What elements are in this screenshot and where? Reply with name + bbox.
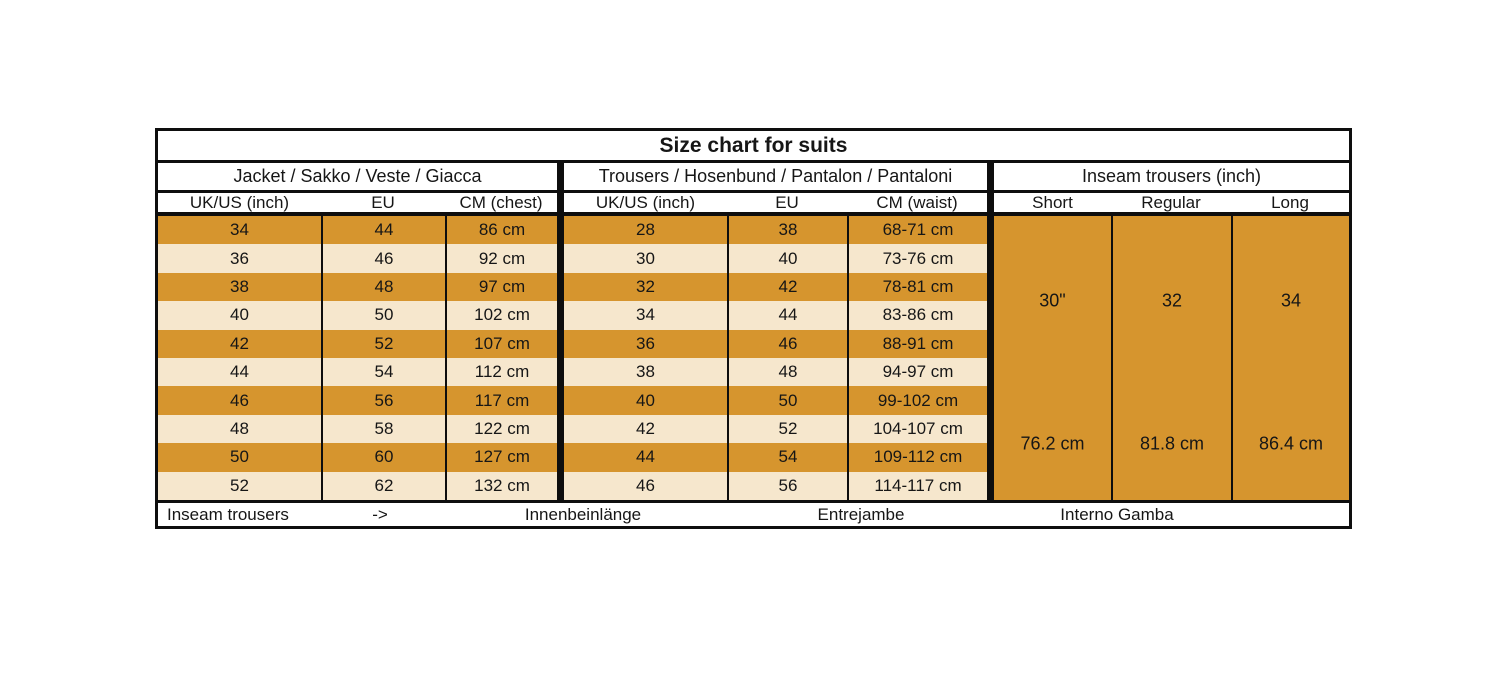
cell: 107 cm (445, 330, 557, 358)
cell: 60 (321, 443, 445, 471)
cell: 127 cm (445, 443, 557, 471)
cell: 50 (727, 386, 847, 414)
cell: 62 (321, 472, 445, 500)
column-header: CM (chest) (459, 192, 543, 212)
cell: 54 (727, 443, 847, 471)
footer-label-inseam: Inseam trousers (167, 504, 289, 524)
section-divider (557, 163, 564, 500)
inseam-cm-value: 86.4 cm (1258, 433, 1324, 454)
table-row (564, 472, 987, 500)
table-row (564, 301, 987, 329)
inseam-cm-value: 81.8 cm (1139, 433, 1205, 454)
cell: 42 (636, 419, 655, 439)
cell: 40 (727, 244, 847, 272)
footer-label-german: Innenbeinlänge (524, 504, 642, 524)
inseam-section (994, 163, 1349, 500)
cell: 48 (230, 419, 249, 439)
jacket-section (158, 163, 557, 500)
table-row (158, 273, 557, 301)
cell: 109-112 cm (847, 443, 987, 471)
cell: 46 (321, 244, 445, 272)
cell: 36 (636, 333, 655, 353)
column-header: Short (1032, 192, 1073, 212)
table-row (158, 443, 557, 471)
column-header: EU (371, 192, 395, 212)
column-header: CM (waist) (876, 192, 958, 212)
cell: 73-76 cm (847, 244, 987, 272)
cell: 30 (636, 248, 655, 268)
cell: 117 cm (445, 386, 557, 414)
inseam-column-long (1231, 216, 1349, 500)
cell: 114-117 cm (847, 472, 987, 500)
cell: 48 (727, 358, 847, 386)
table-row (158, 386, 557, 414)
column-header: UK/US (inch) (189, 192, 290, 212)
cell: 58 (321, 415, 445, 443)
cell: 112 cm (445, 358, 557, 386)
cell: 52 (321, 330, 445, 358)
cell: 38 (230, 277, 249, 297)
trousers-column-headers (564, 193, 987, 216)
cell: 32 (636, 277, 655, 297)
cell: 104-107 cm (847, 415, 987, 443)
cell: 88-91 cm (847, 330, 987, 358)
cell: 99-102 cm (847, 386, 987, 414)
column-header: UK/US (inch) (595, 192, 696, 212)
footer-label-french: Entrejambe (817, 504, 905, 524)
cell: 38 (727, 216, 847, 244)
section-divider (987, 163, 994, 500)
table-row (564, 244, 987, 272)
cell: 42 (230, 333, 249, 353)
cell: 132 cm (445, 472, 557, 500)
table-row (158, 415, 557, 443)
inseam-cm-value: 76.2 cm (1020, 433, 1085, 454)
cell: 34 (230, 220, 249, 240)
footer-legend-row (158, 500, 1349, 526)
cell: 46 (230, 390, 249, 410)
table-row (158, 330, 557, 358)
cell: 52 (230, 475, 249, 495)
cell: 56 (321, 386, 445, 414)
cell: 83-86 cm (847, 301, 987, 329)
cell: 44 (727, 301, 847, 329)
table-row (564, 273, 987, 301)
size-chart-table (155, 128, 1352, 529)
table-row (564, 358, 987, 386)
cell: 42 (727, 273, 847, 301)
cell: 44 (321, 216, 445, 244)
inseam-inch-value: 34 (1280, 290, 1302, 311)
table-row (158, 358, 557, 386)
arrow-icon: -> (372, 504, 388, 524)
inseam-inch-value: 30" (1039, 290, 1066, 311)
table-row (158, 472, 557, 500)
jacket-section-header: Jacket / Sakko / Veste / Giacca (158, 163, 557, 193)
cell: 56 (727, 472, 847, 500)
cell: 44 (636, 447, 655, 467)
footer-label-italian: Interno Gamba (1060, 504, 1174, 524)
cell: 44 (230, 362, 249, 382)
table-title: Size chart for suits (158, 131, 1349, 163)
cell: 54 (321, 358, 445, 386)
trousers-section (564, 163, 987, 500)
inseam-column-short (994, 216, 1111, 500)
cell: 46 (727, 330, 847, 358)
cell: 48 (321, 273, 445, 301)
table-row (564, 415, 987, 443)
cell: 40 (230, 305, 249, 325)
cell: 78-81 cm (847, 273, 987, 301)
cell: 34 (636, 305, 655, 325)
cell: 36 (230, 248, 249, 268)
table-row (158, 244, 557, 272)
cell: 52 (727, 415, 847, 443)
inseam-inch-value: 32 (1161, 290, 1183, 311)
column-header: Long (1271, 192, 1309, 212)
table-body (158, 163, 1349, 500)
cell: 50 (230, 447, 249, 467)
inseam-column-headers (994, 193, 1349, 216)
table-row (564, 443, 987, 471)
cell: 86 cm (445, 216, 557, 244)
inseam-body (994, 216, 1349, 500)
cell: 40 (636, 390, 655, 410)
cell: 28 (636, 220, 655, 240)
column-header: Regular (1141, 192, 1201, 212)
column-header: EU (775, 192, 799, 212)
jacket-column-headers (158, 193, 557, 216)
cell: 46 (636, 475, 655, 495)
cell: 97 cm (445, 273, 557, 301)
table-row (158, 216, 557, 244)
table-row (158, 301, 557, 329)
jacket-rows (158, 216, 557, 500)
cell: 92 cm (445, 244, 557, 272)
cell: 102 cm (445, 301, 557, 329)
table-row (564, 386, 987, 414)
cell: 38 (636, 362, 655, 382)
cell: 122 cm (445, 415, 557, 443)
table-row (564, 216, 987, 244)
inseam-section-header: Inseam trousers (inch) (994, 163, 1349, 193)
trousers-section-header: Trousers / Hosenbund / Pantalon / Pantaloni (564, 163, 987, 193)
cell: 68-71 cm (847, 216, 987, 244)
table-row (564, 330, 987, 358)
cell: 94-97 cm (847, 358, 987, 386)
trousers-rows (564, 216, 987, 500)
cell: 50 (321, 301, 445, 329)
inseam-column-regular (1111, 216, 1231, 500)
